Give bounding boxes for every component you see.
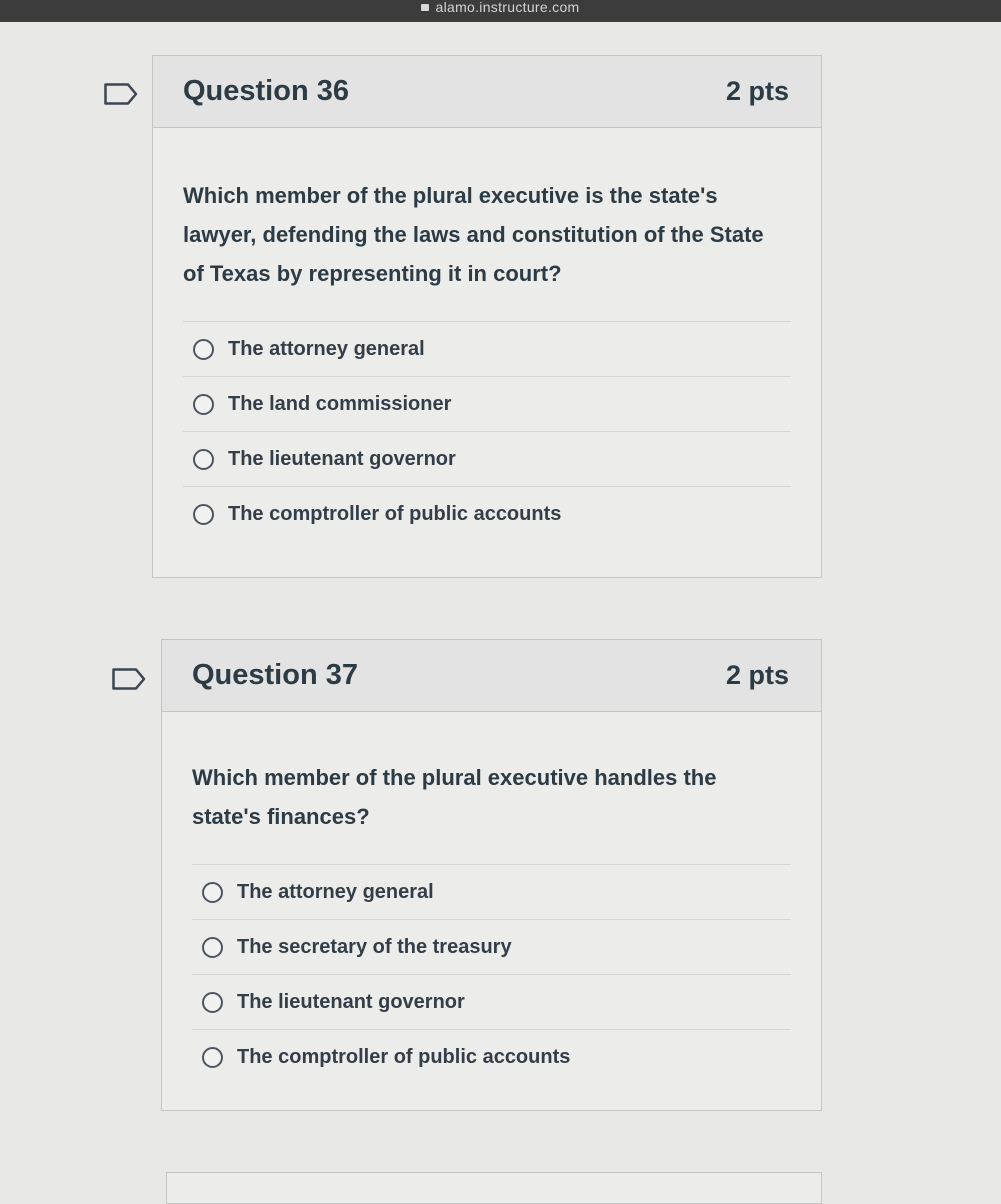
answer-label[interactable]: The lieutenant governor xyxy=(228,447,456,470)
answer-label[interactable]: The comptroller of public accounts xyxy=(228,503,562,525)
answer-list xyxy=(183,321,791,542)
next-question-card xyxy=(166,1172,822,1204)
question-text: Which member of the plural executive handles the state's finances? xyxy=(192,765,717,829)
question-header xyxy=(162,640,821,712)
lock-icon xyxy=(421,4,429,11)
radio-button[interactable] xyxy=(202,937,223,958)
answer-label[interactable]: The attorney general xyxy=(237,880,434,903)
question-title: Question 37 xyxy=(192,659,358,691)
radio-button[interactable] xyxy=(202,1047,223,1068)
browser-address-bar[interactable] xyxy=(0,0,1001,22)
answer-option[interactable] xyxy=(183,487,791,542)
flag-question-37-icon[interactable] xyxy=(112,668,146,690)
answer-option[interactable] xyxy=(192,920,791,975)
question-title: Question 36 xyxy=(183,75,349,107)
radio-button[interactable] xyxy=(202,992,223,1013)
answer-label[interactable]: The lieutenant governor xyxy=(237,990,465,1013)
question-text: Which member of the plural executive is the state's lawyer, defending the laws and constitution of the State of Texas by representing it in court? xyxy=(183,183,764,286)
answer-option[interactable] xyxy=(183,432,791,487)
radio-button[interactable] xyxy=(193,394,214,415)
question-points: 2 pts xyxy=(725,660,789,690)
answer-option[interactable] xyxy=(192,975,791,1030)
question-points: 2 pts xyxy=(725,76,789,106)
answer-label[interactable]: The attorney general xyxy=(228,337,425,360)
answer-label[interactable]: The land commissioner xyxy=(228,392,452,415)
answer-label[interactable]: The secretary of the treasury xyxy=(237,935,512,958)
radio-button[interactable] xyxy=(202,882,223,903)
answer-option[interactable] xyxy=(192,1030,791,1085)
question-36 xyxy=(152,55,822,578)
radio-button[interactable] xyxy=(193,504,214,525)
answer-option[interactable] xyxy=(183,322,791,377)
answer-option[interactable] xyxy=(183,377,791,432)
radio-button[interactable] xyxy=(193,449,214,470)
radio-button[interactable] xyxy=(193,339,214,360)
url-text: alamo.instructure.com xyxy=(435,0,580,15)
answer-option[interactable] xyxy=(192,865,791,920)
flag-question-36-icon[interactable] xyxy=(104,83,138,105)
question-header xyxy=(153,56,821,128)
answer-label[interactable]: The comptroller of public accounts xyxy=(237,1046,571,1068)
answer-list xyxy=(192,864,791,1085)
question-37 xyxy=(161,639,822,1111)
